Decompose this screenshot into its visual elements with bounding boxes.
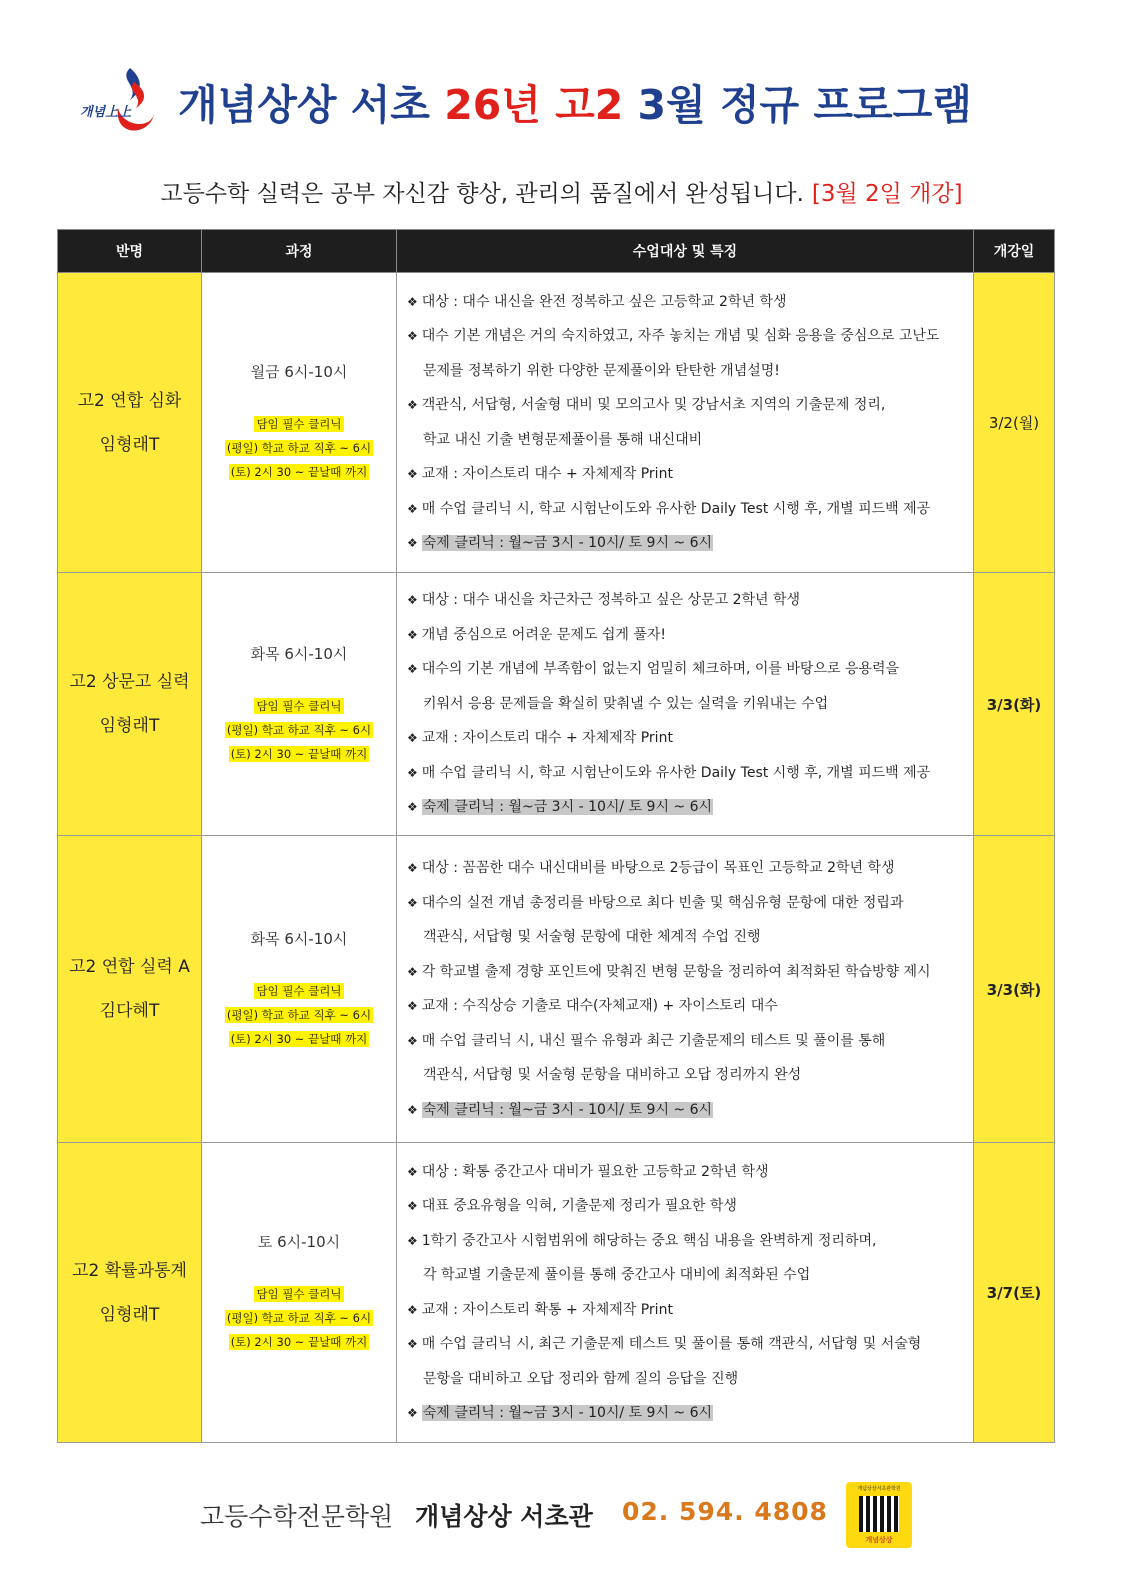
svg-text:개념上上: 개념上上 (80, 105, 132, 120)
table-row (58, 273, 1055, 573)
page-header (0, 50, 1123, 160)
description-cell: ❖ 대상 : 확통 중간고사 대비가 필요한 고등학교 2학년 학생 ❖ 대표 중요유형을 익혀, 기출문제 정리가 필요한 학생 ❖ 1학기 중간고사 시험범위에 해당하는 중요 핵심 내용을 완벽하게 정리하며, 각 학교별 기출문제 풀이를 통해 중간고사 대비에 최적화된 수업 ❖ 교재 : 자이스토리 확통 + 자체제작 Print ❖ 매 수업 클리닉 시, 최근 기출문제 테스트 및 풀이를 통해 객관식, 서답형 및 서술형 문항을 대비하고 오답 정리와 함께 질의 응답을 진행 ❖ 숙제 클리닉 : 월~금 3시 - 10시/ 토 9시 ~ 6시 (397, 1143, 974, 1443)
class-time: 화목 6시-10시 (250, 644, 348, 663)
subtitle-text: 고등수학 실력은 공부 자신감 향상, 관리의 품질에서 완성됩니다. (160, 181, 804, 207)
course-cell: 화목 6시-10시 담임 필수 클리닉 (평일) 학교 하교 직후 ~ 6시 (토) 2시 30 ~ 끝날때 까지 (202, 836, 397, 1143)
header-course: 과정 (202, 230, 397, 273)
table-row (58, 1143, 1055, 1443)
class-cell: 고2 연합 실력 A 김다혜T (58, 836, 202, 1143)
table-row (58, 573, 1055, 836)
schedule-table (57, 229, 1055, 1443)
description-cell: ❖ 대상 : 꼼꼼한 대수 내신대비를 바탕으로 2등급이 목표인 고등학교 2학년 학생 ❖ 대수의 실전 개념 총정리를 바탕으로 최다 빈출 및 핵심유형 문항에 대한 정립과 객관식, 서답형 및 서술형 문항에 대한 체계적 수업 진행 ❖ 각 학교별 출제 경향 포인트에 맞춰진 변형 문항을 정리하여 최적화된 학습방향 제시 ❖ 교재 : 수직상승 기출로 대수(자체교재) + 자이스토리 대수 ❖ 매 수업 클리닉 시, 내신 필수 유형과 최근 기출문제의 테스트 및 풀이를 통해 객관식, 서답형 및 서술형 문항을 대비하고 오답 정리까지 완성 ❖ 숙제 클리닉 : 월~금 3시 - 10시/ 토 9시 ~ 6시 (397, 836, 974, 1143)
academy-name: 고등수학전문학원 (200, 1502, 394, 1531)
header-start-date: 개강일 (974, 230, 1055, 273)
course-cell: 월금 6시-10시 담임 필수 클리닉 (평일) 학교 하교 직후 ~ 6시 (토) 2시 30 ~ 끝날때 까지 (202, 273, 397, 573)
class-cell: 고2 상문고 실력 임형래T (58, 573, 202, 836)
start-date-cell: 3/7(토) (974, 1143, 1055, 1443)
table-header-row (58, 230, 1055, 273)
course-cell: 토 6시-10시 담임 필수 클리닉 (평일) 학교 하교 직후 ~ 6시 (토) 2시 30 ~ 끝날때 까지 (202, 1143, 397, 1443)
start-date-cell: 3/3(화) (974, 573, 1055, 836)
academy-logo (78, 60, 168, 140)
table-row (58, 836, 1055, 1143)
class-cell: 고2 연합 심화 임형래T (58, 273, 202, 573)
qr-code[interactable]: 개념상상서초관학원 개념상상 (846, 1482, 912, 1548)
header-description: 수업대상 및 특징 (397, 230, 974, 273)
phone-number[interactable]: 02. 594. 4808 (622, 1497, 828, 1526)
page-footer (0, 1480, 1123, 1560)
description-cell: ❖ 대상 : 대수 내신을 완전 정복하고 싶은 고등학교 2학년 학생 ❖ 대수 기본 개념은 거의 숙지하였고, 자주 놓치는 개념 및 심화 응용을 중심으로 고난도 문제를 정복하기 위한 다양한 문제풀이와 탄탄한 개념설명! ❖ 객관식, 서답형, 서술형 대비 및 모의고사 및 강남서초 지역의 기출문제 정리, 학교 내신 기출 변형문제풀이를 통해 내신대비 ❖ 교재 : 자이스토리 대수 + 자체제작 Print ❖ 매 수업 클리닉 시, 학교 시험난이도와 유사한 Daily Test 시행 후, 개별 피드백 제공 ❖ 숙제 클리닉 : 월~금 3시 - 10시/ 토 9시 ~ 6시 (397, 273, 974, 573)
description-cell: ❖ 대상 : 대수 내신을 차근차근 정복하고 싶은 상문고 2학년 학생 ❖ 개념 중심으로 어려운 문제도 쉽게 풀자! ❖ 대수의 기본 개념에 부족함이 없는지 엄밀히 체크하며, 이를 바탕으로 응용력을 키워서 응용 문제들을 확실히 맞춰낼 수 있는 실력을 키워내는 수업 ❖ 교재 : 자이스토리 대수 + 자체제작 Print ❖ 매 수업 클리닉 시, 학교 시험난이도와 유사한 Daily Test 시행 후, 개별 피드백 제공 ❖ 숙제 클리닉 : 월~금 3시 - 10시/ 토 9시 ~ 6시 (397, 573, 974, 836)
start-date-cell: 3/3(화) (974, 836, 1055, 1143)
page-title: 개념상상 서초 26년 고2 3월 정규 프로그램 (178, 81, 972, 129)
page-subtitle (0, 175, 1123, 208)
class-time: 화목 6시-10시 (250, 929, 348, 948)
branch-name: 개념상상 서초관 (415, 1502, 593, 1531)
qr-pattern (859, 1496, 899, 1532)
header-class-name: 반명 (58, 230, 202, 273)
class-time: 월금 6시-10시 (250, 363, 348, 381)
class-cell: 고2 확률과통계 임형래T (58, 1143, 202, 1443)
start-date-cell: 3/2(월) (974, 273, 1055, 573)
class-time: 토 6시-10시 (257, 1233, 341, 1251)
course-cell: 화목 6시-10시 담임 필수 클리닉 (평일) 학교 하교 직후 ~ 6시 (토) 2시 30 ~ 끝날때 까지 (202, 573, 397, 836)
opening-date: [3월 2일 개강] (811, 181, 963, 207)
